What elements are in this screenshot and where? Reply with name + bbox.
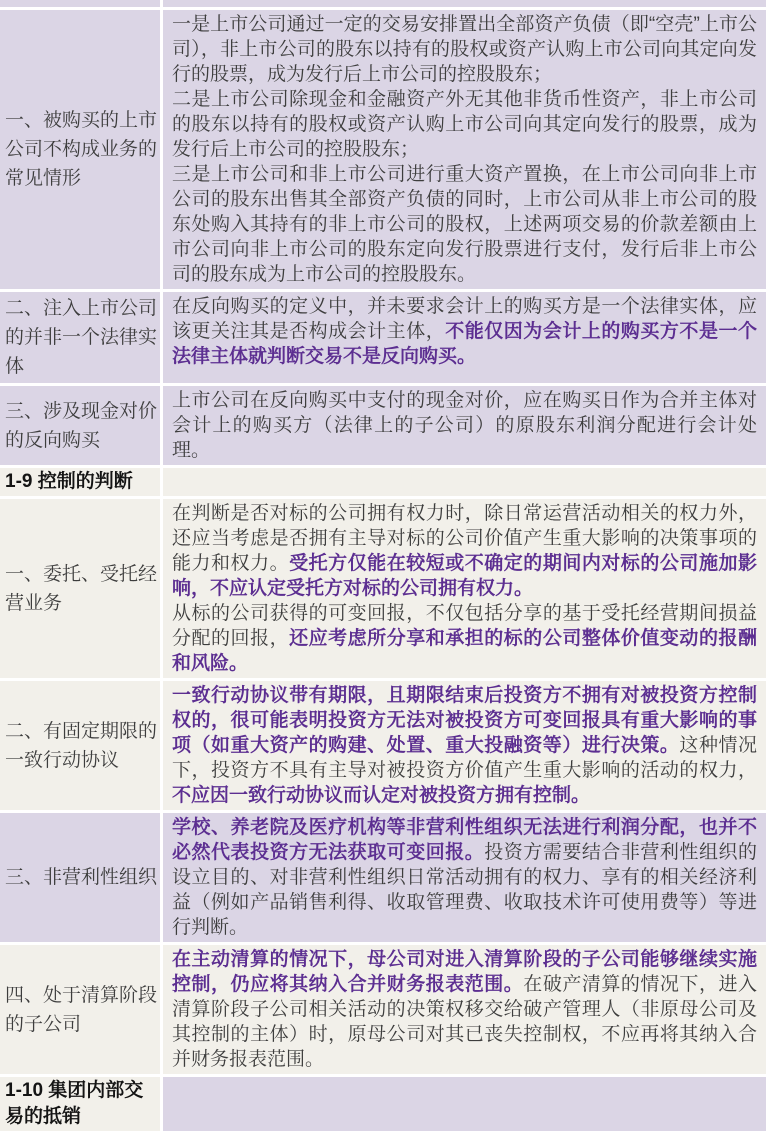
content-paragraph	[172, 815, 757, 940]
topic-content-cell	[163, 499, 766, 678]
text-segment: 二是上市公司除现金和金融资产外无其他非货币性资产，非上市公司的股东以持有的股权或资产认购上市公司向其定向发行的股票，成为发行后上市公司的控股股东；	[172, 89, 757, 160]
table-row	[0, 499, 766, 678]
section-row	[0, 468, 766, 496]
text-segment: 在反向购买的定义中，并未要求会计上的购买方是一个法律实体，应该更关注其是否构成会计主体，	[172, 296, 757, 342]
table-row	[0, 945, 766, 1074]
partial-row	[0, 0, 766, 7]
content-paragraph	[172, 683, 757, 808]
topic-header-cell	[0, 681, 160, 810]
content-paragraph	[172, 162, 757, 287]
topic-content-cell	[163, 681, 766, 810]
topic-content-cell	[163, 292, 766, 383]
topic-header-label: 四、处于清算阶段的子公司	[5, 984, 158, 1035]
section-title-label: 1-10 集团内部交易的抵销	[5, 1080, 144, 1127]
topic-header-label: 三、涉及现金对价的反向购买	[5, 400, 158, 451]
text-segment: 上市公司在反向购买中支付的现金对价，应在购买日作为合并主体对会计上的购买方（法律上的子公司）的原股东利润分配进行会计处理。	[172, 390, 757, 461]
topic-header-cell	[0, 945, 160, 1074]
text-segment: 在破产清算的情况下，进入清算阶段子公司相关活动的决策权移交给破产管理人（非原母公司及其控制的主体）时，原母公司对其已丧失控制权，不应再将其纳入合并财务报表范围。	[172, 974, 757, 1070]
content-paragraph	[172, 12, 757, 87]
text-segment: 一是上市公司通过一定的交易安排置出全部资产负债（即“空壳”上市公司），非上市公司的股东以持有的股权或资产认购上市公司向其定向发行的股票，成为发行后上市公司的控股股东；	[172, 14, 757, 85]
topic-header-cell	[0, 813, 160, 942]
emphasis-segment: 学校、养老院及医疗机构等非营利性组织无法进行利润分配，也并不必然代表投资方无法获取可变回报。	[172, 817, 757, 863]
topic-header-cell	[0, 499, 160, 678]
topic-header-cell	[0, 292, 160, 383]
content-paragraph	[172, 87, 757, 162]
emphasis-segment: 在主动清算的情况下，母公司对进入清算阶段的子公司能够继续实施控制，仍应将其纳入合并财务报表范围。	[172, 949, 757, 995]
text-segment: 投资方需要结合非营利性组织的设立目的、对非营利性组织日常活动拥有的权力、享有的相关经济利益（例如产品销售利得、收取管理费、收取技术许可使用费等）等进行判断。	[172, 842, 757, 938]
content-paragraph	[172, 947, 757, 1072]
topic-header-label: 三、非营利性组织	[5, 867, 158, 888]
table-row	[0, 10, 766, 289]
topic-header-cell	[0, 386, 160, 465]
topic-content-cell	[163, 468, 766, 496]
emphasis-segment: 不能仅因为会计上的购买方不是一个法律主体就判断交易不是反向购买。	[172, 321, 757, 367]
section-row	[0, 1077, 766, 1131]
topic-header-cell	[0, 10, 160, 289]
topic-header-label: 一、被购买的上市公司不构成业务的常见情形	[5, 110, 158, 189]
table-row	[0, 681, 766, 810]
topic-content-cell	[163, 10, 766, 289]
text-segment: 在判断是否对标的公司拥有权力时，除日常运营活动相关的权力外，还应当考虑是否拥有主导对标的公司价值产生重大影响的决策事项的能力和权力。	[172, 503, 757, 574]
topic-header-label: 一、委托、受托经营业务	[5, 563, 158, 614]
topic-content-cell	[163, 813, 766, 942]
section-title-cell	[0, 1077, 160, 1131]
text-segment: 这种情况下，投资方不具有主导对被投资方价值产生重大影响的活动的权力，	[172, 735, 757, 781]
topic-header-cell	[0, 0, 160, 7]
content-paragraph	[172, 501, 757, 601]
text-segment: 从标的公司获得的可变回报，不仅包括分享的基于受托经营期间损益分配的回报，	[172, 603, 757, 649]
emphasis-segment: 受托方仅能在较短或不确定的期间内对标的公司施加影响，不应认定受托方对标的公司拥有权力。	[172, 553, 757, 599]
topic-header-label: 二、有固定期限的一致行动协议	[5, 720, 158, 771]
spacer-cell	[163, 0, 766, 7]
emphasis-segment: 一致行动协议带有期限，且期限结束后投资方不拥有对被投资方控制权的，很可能表明投资方无法对被投资方可变回报具有重大影响的事项（如重大资产的购建、处置、重大投融资等）进行决策。	[172, 685, 757, 756]
topic-header-label: 二、注入上市公司的并非一个法律实体	[5, 298, 158, 377]
topic-content-cell	[163, 1077, 766, 1131]
emphasis-segment: 不应因一致行动协议而认定对被投资方拥有控制。	[172, 785, 591, 806]
content-paragraph	[172, 601, 757, 676]
table-row	[0, 292, 766, 383]
topic-content-cell	[163, 386, 766, 465]
text-segment: 三是上市公司和非上市公司进行重大资产置换，在上市公司向非上市公司的股东出售其全部资产负债的同时，上市公司从非上市公司的股东处购入其持有的非上市公司的股权，上述两项交易的价款差额由上市公司向非上市公司的股东定向发行股票进行支付，发行后非上市公司的股东成为上市公司的控股股东。	[172, 164, 757, 285]
content-paragraph	[172, 388, 757, 463]
table-row	[0, 386, 766, 465]
section-title-label: 1-9 控制的判断	[5, 471, 133, 492]
emphasis-segment: 还应考虑所分享和承担的标的公司整体价值变动的报酬和风险。	[172, 628, 757, 674]
table-row	[0, 813, 766, 942]
content-paragraph	[172, 294, 757, 369]
topic-content-cell	[163, 945, 766, 1074]
section-title-cell	[0, 468, 160, 496]
